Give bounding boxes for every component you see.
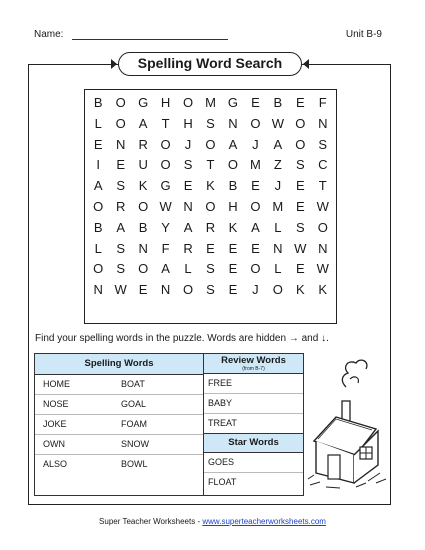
grid-letter: O: [295, 115, 306, 131]
grid-letter: J: [184, 136, 192, 152]
grid-letter: A: [138, 115, 148, 131]
grid-letter: O: [250, 115, 261, 131]
grid-letter: T: [318, 178, 327, 194]
grid-letter: L: [274, 219, 282, 235]
grid-letter: N: [115, 136, 126, 152]
grid-letter: O: [182, 94, 194, 110]
grid-letter: L: [184, 261, 192, 277]
grid-letter: E: [251, 240, 260, 256]
grid-letter: E: [93, 136, 103, 152]
grid-letter: S: [116, 240, 126, 256]
grid-letter: E: [295, 94, 305, 110]
grid-letter: N: [318, 240, 328, 256]
grid-letter: M: [249, 157, 261, 173]
grid-letter: O: [160, 157, 171, 173]
grid-letter: S: [318, 136, 328, 152]
spelling-word: BOAT: [121, 379, 145, 389]
grid-letter: E: [295, 198, 305, 214]
grid-letter: K: [318, 282, 328, 298]
star-words-header: Star Words: [204, 433, 303, 453]
grid-letter: S: [295, 157, 305, 173]
grid-letter: K: [206, 178, 215, 194]
grid-letter: G: [160, 178, 171, 194]
grid-letter: O: [205, 136, 216, 152]
house-illustration-icon: [306, 355, 388, 493]
spelling-word: NOSE: [43, 399, 69, 409]
grid-letter: H: [183, 115, 193, 131]
grid-letter: O: [93, 198, 104, 214]
grid-letter: A: [228, 136, 238, 152]
grid-letter: O: [272, 282, 283, 298]
star-word: GOES: [204, 453, 303, 473]
grid-letter: O: [115, 94, 126, 110]
footer-link[interactable]: www.superteacherworksheets.com: [202, 517, 326, 526]
grid-letter: K: [295, 282, 305, 298]
spelling-word-row: [35, 375, 203, 395]
review-words-table: [203, 353, 304, 496]
grid-letter: J: [252, 136, 259, 152]
grid-letter: Z: [273, 157, 282, 173]
grid-letter: S: [183, 157, 193, 173]
grid-letter: T: [206, 157, 215, 173]
grid-letter: R: [183, 240, 193, 256]
grid-letter: Y: [161, 219, 170, 235]
grid-letter: E: [116, 157, 126, 173]
grid-letter: W: [316, 198, 329, 214]
grid-letter: W: [316, 261, 329, 277]
grid-letter: R: [115, 198, 126, 214]
grid-letter: E: [295, 178, 305, 194]
grid-letter: A: [251, 219, 260, 235]
grid-letter: N: [318, 115, 328, 131]
grid-letter: E: [183, 178, 193, 194]
grid-letter: L: [94, 115, 102, 131]
worksheet-title: Spelling Word Search: [118, 52, 302, 76]
review-words-source: (from B-7): [242, 366, 265, 372]
grid-letter: N: [93, 282, 103, 298]
grid-letter: E: [138, 282, 148, 298]
grid-letter: O: [250, 261, 261, 277]
spelling-word-row: [35, 395, 203, 415]
footer-text: Super Teacher Worksheets -: [99, 517, 203, 526]
grid-letter: B: [93, 94, 103, 110]
grid-letter: J: [274, 178, 282, 194]
grid-letter: R: [138, 136, 148, 152]
grid-letter: A: [161, 261, 170, 277]
grid-letter: O: [138, 261, 149, 277]
spelling-word: ALSO: [43, 459, 68, 469]
grid-letter: B: [93, 219, 103, 235]
grid-letter: J: [252, 282, 259, 298]
grid-letter: K: [138, 178, 148, 194]
grid-letter: H: [160, 94, 171, 110]
grid-letter: N: [183, 198, 193, 214]
spelling-words-table: [34, 353, 204, 496]
grid-letter: E: [206, 240, 215, 256]
name-label: Name:: [34, 29, 64, 40]
instructions: Find your spelling words in the puzzle. Words are hidden → and ↓.: [35, 333, 329, 344]
grid-letter: S: [206, 282, 215, 298]
grid-letter: E: [295, 261, 305, 277]
spelling-word: SNOW: [121, 439, 149, 449]
grid-letter: L: [274, 261, 282, 277]
spelling-word: GOAL: [121, 399, 147, 409]
grid-letter: E: [228, 261, 238, 277]
grid-letter: A: [116, 219, 126, 235]
grid-letter: O: [160, 136, 171, 152]
word-search-grid: [84, 89, 337, 324]
grid-letter: N: [160, 282, 171, 298]
grid-letter: F: [161, 240, 170, 256]
grid-letter: A: [183, 219, 193, 235]
grid-letter: O: [295, 136, 306, 152]
grid-letter: G: [138, 94, 149, 110]
grid-letter: S: [206, 261, 215, 277]
grid-letter: E: [251, 94, 260, 110]
star-word: FLOAT: [208, 477, 237, 487]
grid-letter: C: [318, 157, 328, 173]
title-arrow-right-icon: [303, 59, 309, 69]
spelling-word: JOKE: [43, 419, 67, 429]
grid-letter: I: [96, 157, 101, 173]
spelling-word-row: [35, 415, 203, 435]
grid-letter: O: [138, 198, 149, 214]
spelling-word-row: [35, 435, 203, 455]
grid-letter: H: [228, 198, 238, 214]
unit-label: Unit B-9: [345, 29, 382, 40]
grid-letter: B: [138, 219, 148, 235]
grid-letter: F: [318, 94, 327, 110]
grid-letter: N: [228, 115, 238, 131]
grid-letter: A: [93, 178, 103, 194]
grid-letter: W: [294, 240, 307, 256]
grid-letter: A: [273, 136, 283, 152]
grid-letter: W: [114, 282, 127, 298]
grid-letter: S: [116, 261, 126, 277]
spelling-word: HOME: [43, 379, 70, 389]
grid-letter: K: [228, 219, 238, 235]
name-field-line: [72, 39, 228, 40]
grid-letter: W: [159, 198, 172, 214]
grid-letter: S: [206, 115, 215, 131]
grid-letter: E: [228, 240, 238, 256]
review-words-header: [204, 354, 303, 374]
grid-letter: O: [182, 282, 194, 298]
grid-letter: T: [161, 115, 170, 131]
grid-letter: S: [116, 178, 126, 194]
review-word: BABY: [204, 394, 303, 414]
review-word: TREAT: [208, 418, 237, 428]
grid-letter: R: [205, 219, 216, 235]
review-words-title: Review Words: [221, 355, 286, 366]
review-word: FREE: [204, 374, 303, 394]
spelling-words-header: Spelling Words: [35, 354, 203, 375]
grid-letter: N: [138, 240, 148, 256]
grid-letter: B: [228, 178, 238, 194]
spelling-word-row: [35, 455, 203, 474]
grid-letter: G: [227, 94, 238, 110]
grid-letter: E: [251, 178, 260, 194]
grid-letter: B: [273, 94, 283, 110]
title-arrow-left-icon: [111, 59, 117, 69]
grid-letter: O: [205, 198, 216, 214]
grid-letter: N: [273, 240, 283, 256]
grid-letter: O: [317, 219, 328, 235]
grid-letter: O: [227, 157, 238, 173]
footer: [0, 517, 425, 526]
grid-letter: U: [138, 157, 148, 173]
spelling-word: OWN: [43, 439, 65, 449]
spelling-word: BOWL: [121, 459, 148, 469]
grid-letter: O: [115, 115, 126, 131]
grid-letter: W: [271, 115, 284, 131]
grid-letter: E: [228, 282, 238, 298]
grid-letter: M: [205, 94, 216, 110]
spelling-word: FOAM: [121, 419, 147, 429]
grid-letter: O: [250, 198, 261, 214]
grid-letter: S: [295, 219, 305, 235]
grid-letter: M: [272, 198, 284, 214]
grid-letter: O: [93, 261, 104, 277]
grid-letter: L: [94, 240, 102, 256]
